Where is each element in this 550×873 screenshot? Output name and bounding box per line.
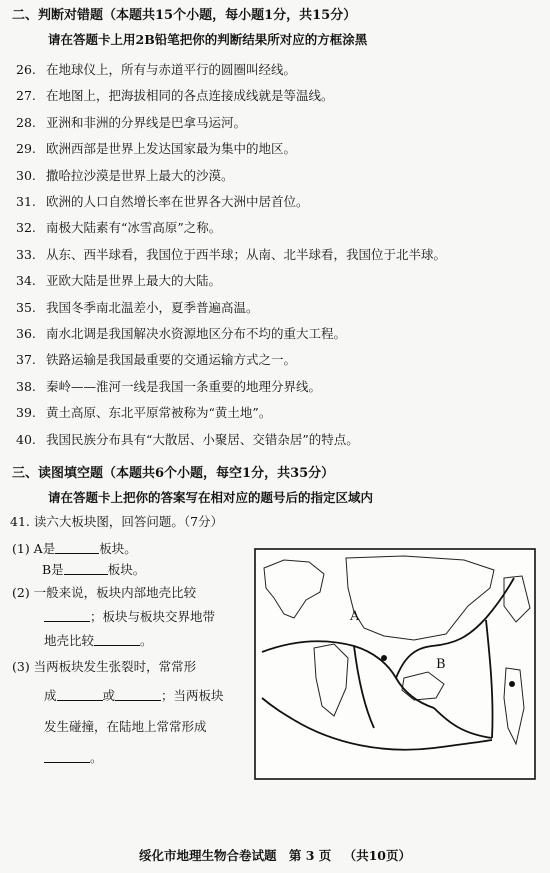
q41-part2-line3: [44, 633, 153, 649]
q41-part2-line3-suffix: 。: [140, 633, 153, 648]
q41-part1a: [12, 541, 137, 557]
question-text: 欧洲西部是世界上发达国家最为集中的地区。: [46, 141, 297, 157]
q41-part2-line3-prefix: 地壳比较: [44, 633, 95, 648]
q41-part1a-suffix: 板块。: [99, 541, 137, 556]
q41-part3-line3: 发生碰撞，在陆地上常常形成: [44, 719, 207, 734]
q41-part2-line2: [44, 609, 215, 625]
map-dot: [509, 681, 515, 687]
question-text: 从东、西半球看，我国位于西半球；从南、北半球看，我国位于北半球。: [46, 246, 447, 262]
q41-part3-line4-suffix: 。: [90, 750, 103, 765]
question-item: [16, 220, 221, 236]
question-text: 欧洲的人口自然增长率在世界各大洲中居首位。: [46, 194, 309, 209]
question-text: 黄土高原、东北平原常被称为“黄土地”。: [46, 405, 272, 421]
question-number: 31.: [16, 194, 36, 209]
question-number: 35.: [16, 299, 36, 315]
answer-blank: [64, 562, 108, 575]
question-number: 30.: [16, 167, 36, 183]
answer-blank: [44, 750, 90, 763]
answer-blank: [55, 541, 99, 554]
footer-exam-title: 绥化市地理生物合卷试题: [138, 848, 277, 863]
question-number: 26.: [16, 62, 36, 77]
question-number: 33.: [16, 246, 36, 262]
question-text: 铁路运输是我国最重要的交通运输方式之一。: [46, 352, 297, 368]
q41-part3-line1: (3) 当两板块发生张裂时，常常形: [12, 659, 197, 674]
question-item: [16, 405, 271, 421]
q41-part3-line4: [44, 750, 103, 766]
q41-part2-line1: (2) 一般来说，板块内部地壳比较: [12, 585, 197, 600]
section-3-instruction: 请在答题卡上把你的答案写在相对应的题号后的指定区域内: [48, 490, 374, 505]
question-text: 撒哈拉沙漠是世界上最大的沙漠。: [46, 167, 234, 183]
q41-part1b: [42, 562, 145, 578]
question-item: [16, 168, 234, 184]
answer-blank: [44, 609, 90, 622]
question-text: 在地图上，把海拔相同的各点连接成线就是等温线。: [46, 88, 334, 104]
question-item: [16, 115, 246, 131]
tectonic-plates-map: [254, 548, 536, 780]
question-item: [16, 432, 359, 448]
answer-blank: [94, 633, 140, 646]
q41-part3-line2-middle: 或: [102, 688, 116, 703]
answer-blank: [57, 688, 103, 701]
footer-total-pages: （共10页）: [343, 848, 412, 863]
question-item: [16, 194, 309, 210]
question-number: 32.: [16, 220, 36, 236]
q41-part3-line2-suffix: ；当两板块: [161, 688, 224, 703]
question-number: 28.: [16, 114, 36, 130]
question-item: [16, 273, 221, 289]
question-item: [16, 379, 321, 395]
q41-part3-line2: [44, 688, 224, 704]
question-number: 34.: [16, 273, 36, 289]
question-text: 南水北调是我国解决水资源地区分布不均的重大工程。: [46, 326, 347, 341]
q41-part3-line2-prefix: 成: [44, 688, 57, 703]
page-footer: [0, 846, 550, 864]
question-item: [16, 247, 446, 263]
q41-part1b-suffix: 板块。: [107, 562, 146, 577]
question-item: [16, 141, 296, 157]
question-number: 29.: [16, 141, 36, 157]
map-dot: [381, 655, 387, 661]
q41-part2-line2-text: ；板块与板块交界地带: [90, 609, 216, 624]
section-2-title: 二、判断对错题（本题共15个小题，每小题1分，共15分）: [12, 8, 357, 23]
question-number: 37.: [16, 352, 36, 368]
answer-blank: [115, 688, 161, 701]
question-text: 我国民族分布具有“大散居、小聚居、交错杂居”的特点。: [46, 431, 359, 447]
q41-part1a-prefix: (1) A是: [12, 541, 56, 556]
section-3-title: 三、读图填空题（本题共6个小题，每空1分，共35分）: [12, 466, 335, 481]
plate-label-b: B: [436, 657, 446, 672]
footer-page-number: 第 3 页: [288, 848, 332, 863]
question-item: [16, 326, 346, 342]
question-item: [16, 300, 259, 316]
plate-label-a: A: [350, 609, 360, 624]
question-number: 27.: [16, 88, 36, 104]
question-number: 38.: [16, 378, 36, 394]
question-text: 在地球仪上，所有与赤道平行的圆圈叫经线。: [46, 62, 297, 77]
question-text: 秦岭——淮河一线是我国一条重要的地理分界线。: [46, 378, 322, 394]
question-number: 36.: [16, 326, 36, 341]
question-text: 南极大陆素有“冰雪高原”之称。: [46, 220, 222, 236]
section-2-instruction: 请在答题卡上用2B铅笔把你的判断结果所对应的方框涂黑: [48, 32, 368, 47]
map-frame: [255, 549, 535, 779]
question-number: 40.: [16, 431, 36, 447]
question-text: 亚洲和非洲的分界线是巴拿马运河。: [46, 114, 247, 130]
question-item: [16, 88, 334, 104]
question-number: 39.: [16, 405, 36, 421]
question-text: 亚欧大陆是世界上最大的大陆。: [46, 273, 222, 289]
question-item: [16, 62, 296, 78]
question-41-title: 41. 读六大板块图，回答问题。（7分）: [10, 514, 224, 529]
question-item: [16, 352, 296, 368]
q41-part1b-prefix: B是: [42, 562, 64, 577]
question-text: 我国冬季南北温差小，夏季普遍高温。: [46, 299, 259, 315]
